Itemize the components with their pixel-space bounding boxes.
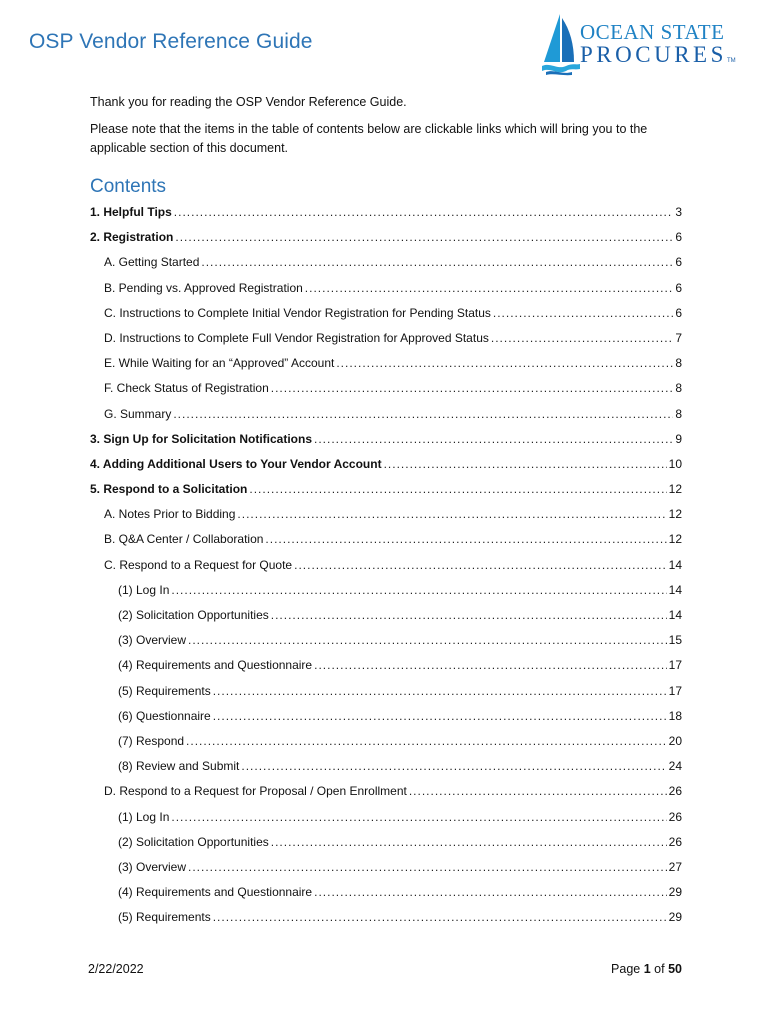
toc-page-number: 14 <box>668 608 682 622</box>
toc-page-number: 26 <box>668 834 682 849</box>
toc-link[interactable] <box>90 905 682 930</box>
toc-page-number: 29 <box>668 910 682 925</box>
toc-link-label: 1. Helpful Tips <box>90 205 172 219</box>
toc-link-label: (6) Questionnaire <box>118 708 211 723</box>
table-of-contents <box>90 200 682 930</box>
footer-date: 2/22/2022 <box>88 962 144 976</box>
toc-page-number: 18 <box>668 708 682 723</box>
toc-link-label: F. Check Status of Registration <box>104 381 269 396</box>
toc-link-label: (1) Log In <box>118 582 170 597</box>
toc-link[interactable] <box>90 326 682 351</box>
logo-text-ocean-state: OCEAN STATE <box>580 20 725 44</box>
toc-page-number: 9 <box>675 431 682 446</box>
logo-text-procures: PROCURES <box>580 42 727 67</box>
toc-page-number: 8 <box>675 406 682 421</box>
toc-dot-leader <box>213 704 667 729</box>
toc-dot-leader <box>249 477 666 502</box>
toc-link-label: A. Notes Prior to Bidding <box>104 507 236 522</box>
toc-dot-leader <box>174 200 674 225</box>
toc-link-label: (3) Overview <box>118 633 187 648</box>
toc-link[interactable] <box>90 553 682 578</box>
toc-link-label: (2) Solicitation Opportunities <box>118 608 269 622</box>
toc-link-label: C. Instructions to Complete Initial Vendor Registration for Pending Status <box>104 305 491 320</box>
toc-dot-leader <box>271 830 667 855</box>
toc-link-label: (1) Log In <box>118 809 170 824</box>
toc-link[interactable] <box>90 805 682 830</box>
toc-link[interactable] <box>90 628 682 653</box>
toc-link-label: D. Instructions to Complete Full Vendor Registration for Approved Status <box>104 330 489 345</box>
toc-link[interactable] <box>90 276 682 301</box>
contents-heading: Contents <box>90 176 167 197</box>
toc-link-label: E. While Waiting for an “Approved” Account <box>104 356 335 371</box>
toc-link[interactable] <box>90 427 682 452</box>
toc-page-number: 3 <box>675 205 682 219</box>
toc-link[interactable] <box>90 250 682 275</box>
toc-page-number: 8 <box>675 356 682 371</box>
toc-page-number: 8 <box>675 381 682 396</box>
toc-dot-leader <box>175 225 673 250</box>
toc-link-label: 4. Adding Additional Users to Your Vendor Account <box>90 456 382 471</box>
toc-page-number: 6 <box>675 280 682 295</box>
toc-page-number: 14 <box>668 582 682 597</box>
sail-wave-icon <box>540 12 580 76</box>
toc-link-label: (4) Requirements and Questionnaire <box>118 658 313 673</box>
toc-link[interactable] <box>90 376 682 401</box>
toc-link[interactable] <box>90 880 682 905</box>
toc-link-label: 3. Sign Up for Solicitation Notifications <box>90 431 313 446</box>
toc-page-number: 6 <box>675 230 682 245</box>
toc-dot-leader <box>336 351 673 376</box>
toc-page-number: 7 <box>675 330 682 345</box>
toc-link-label: D. Respond to a Request for Proposal / Open Enrollment <box>104 784 407 799</box>
toc-dot-leader <box>294 553 667 578</box>
toc-link-label: B. Q&A Center / Collaboration <box>104 532 264 547</box>
toc-dot-leader <box>186 729 667 754</box>
footer-page-number: Page 1 of 50 <box>611 962 682 976</box>
document-title: OSP Vendor Reference Guide <box>29 30 313 53</box>
toc-dot-leader <box>314 880 667 905</box>
toc-link[interactable] <box>90 351 682 376</box>
toc-link[interactable] <box>90 754 682 779</box>
toc-link[interactable] <box>90 603 682 628</box>
toc-page-number: 12 <box>668 482 682 497</box>
toc-dot-leader <box>493 301 673 326</box>
toc-page-number: 10 <box>668 456 682 471</box>
intro-paragraph-1: Thank you for reading the OSP Vendor Reference Guide. <box>90 95 407 109</box>
toc-page-number: 15 <box>668 633 682 648</box>
toc-page-number: 24 <box>668 759 682 774</box>
ocean-state-procures-logo <box>540 12 740 76</box>
toc-page-number: 6 <box>675 305 682 320</box>
toc-dot-leader <box>265 527 666 552</box>
toc-dot-leader <box>314 427 673 452</box>
toc-link-label: (2) Solicitation Opportunities <box>118 834 269 849</box>
toc-link-label: (8) Review and Submit <box>118 759 240 774</box>
toc-dot-leader <box>201 250 673 275</box>
toc-link-label: 5. Respond to a Solicitation <box>90 482 248 497</box>
toc-link[interactable] <box>90 452 682 477</box>
toc-dot-leader <box>314 653 667 678</box>
toc-link-label: B. Pending vs. Approved Registration <box>104 280 303 295</box>
toc-link-label: G. Summary <box>104 406 172 421</box>
toc-page-number: 17 <box>668 658 682 673</box>
toc-page-number: 26 <box>668 809 682 824</box>
toc-page-number: 26 <box>668 784 682 799</box>
toc-link-label: 2. Registration <box>90 230 174 245</box>
toc-dot-leader <box>305 276 674 301</box>
toc-link[interactable] <box>90 225 682 250</box>
toc-page-number: 14 <box>668 557 682 572</box>
toc-link[interactable] <box>90 578 682 603</box>
toc-link[interactable] <box>90 477 682 502</box>
toc-link-label: A. Getting Started <box>104 255 200 270</box>
toc-page-number: 6 <box>675 255 682 270</box>
toc-page-number: 12 <box>668 507 682 522</box>
toc-dot-leader <box>171 578 666 603</box>
toc-page-number: 27 <box>668 859 682 874</box>
toc-page-number: 12 <box>668 532 682 547</box>
toc-link[interactable] <box>90 729 682 754</box>
toc-link-label: (5) Requirements <box>118 683 211 698</box>
toc-link[interactable] <box>90 653 682 678</box>
toc-link[interactable] <box>90 527 682 552</box>
toc-dot-leader <box>384 452 667 477</box>
toc-link[interactable] <box>90 830 682 855</box>
toc-dot-leader <box>213 905 667 930</box>
intro-text <box>90 93 690 166</box>
toc-link[interactable] <box>90 779 682 804</box>
toc-dot-leader <box>173 402 673 427</box>
toc-dot-leader <box>241 754 666 779</box>
toc-link-label: C. Respond to a Request for Quote <box>104 557 293 572</box>
toc-page-number: 29 <box>668 885 682 900</box>
toc-link[interactable] <box>90 200 682 225</box>
toc-link-label: (4) Requirements and Questionnaire <box>118 885 313 900</box>
toc-page-number: 20 <box>668 733 682 748</box>
toc-link[interactable] <box>90 502 682 527</box>
toc-dot-leader <box>271 376 674 401</box>
toc-dot-leader <box>213 679 667 704</box>
toc-link[interactable] <box>90 704 682 729</box>
intro-paragraph-2: Please note that the items in the table of contents below are clickable links which will bring you to the applicable section of this document. <box>90 121 648 155</box>
toc-dot-leader <box>188 628 667 653</box>
toc-dot-leader <box>188 855 667 880</box>
toc-page-number: 17 <box>668 683 682 698</box>
toc-link[interactable] <box>90 679 682 704</box>
toc-link[interactable] <box>90 402 682 427</box>
toc-link-label: (3) Overview <box>118 859 187 874</box>
toc-link-label: (5) Requirements <box>118 910 211 925</box>
toc-link-label: (7) Respond <box>118 733 185 748</box>
toc-dot-leader <box>237 502 666 527</box>
toc-link[interactable] <box>90 855 682 880</box>
logo-trademark: TM <box>727 58 736 64</box>
toc-dot-leader <box>409 779 667 804</box>
toc-dot-leader <box>271 603 667 628</box>
toc-link[interactable] <box>90 301 682 326</box>
toc-dot-leader <box>491 326 673 351</box>
toc-dot-leader <box>171 805 666 830</box>
